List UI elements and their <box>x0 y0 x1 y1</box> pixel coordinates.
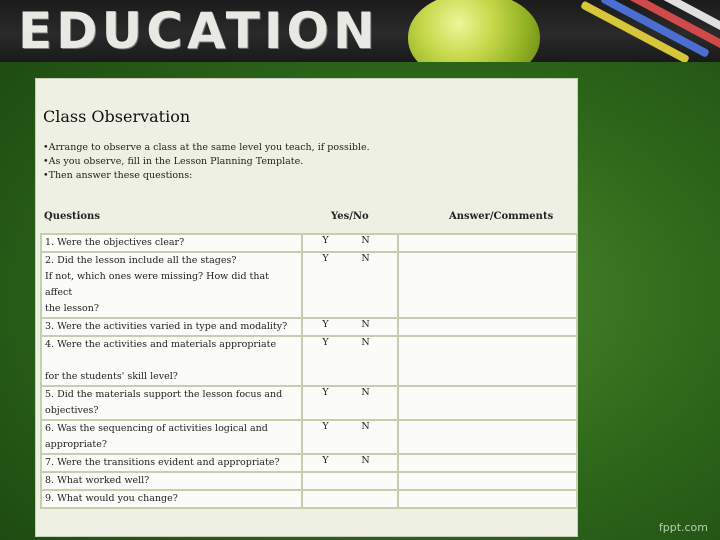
table-row <box>41 252 577 318</box>
question-text: the lesson? <box>45 303 99 314</box>
no-option[interactable]: N <box>361 421 370 432</box>
question-text: 1. Were the objectives clear? <box>45 237 185 248</box>
yes-option[interactable]: Y <box>322 421 329 432</box>
content-panel <box>35 78 578 537</box>
answer-cell[interactable] <box>398 490 577 508</box>
question-text: 5. Did the materials support the lesson focus and <box>45 389 283 400</box>
question-cell <box>41 318 302 336</box>
yes-option[interactable]: Y <box>322 319 329 330</box>
question-cell <box>41 472 302 490</box>
page-title: Class Observation <box>43 107 191 126</box>
no-option[interactable]: N <box>361 235 370 246</box>
no-option[interactable]: N <box>361 337 370 348</box>
pencils-image <box>572 0 720 62</box>
question-text: 7. Were the transitions evident and appropriate? <box>45 457 280 468</box>
yes-option[interactable]: Y <box>322 253 329 264</box>
answer-cell[interactable] <box>398 252 577 318</box>
yes-no-cell <box>302 454 399 472</box>
yes-no-cell <box>302 234 399 252</box>
table-row <box>41 420 577 454</box>
no-option[interactable]: N <box>361 253 370 264</box>
table-row <box>41 454 577 472</box>
question-text: for the students' skill level? <box>45 371 178 382</box>
question-text: If not, which ones were missing? How did that affect <box>45 271 269 298</box>
no-option[interactable]: N <box>361 387 370 398</box>
answer-cell[interactable] <box>398 234 577 252</box>
table-row <box>41 386 577 420</box>
header-yes-no: Yes/No <box>331 211 369 222</box>
table-row <box>41 318 577 336</box>
yes-no-cell <box>302 318 399 336</box>
table-body <box>41 234 577 508</box>
question-text: appropriate? <box>45 439 107 450</box>
question-text: 2. Did the lesson include all the stages? <box>45 255 237 266</box>
header-answer-comments: Answer/Comments <box>448 211 554 222</box>
yes-no-cell <box>302 336 399 386</box>
answer-cell[interactable] <box>398 472 577 490</box>
question-text <box>45 353 298 369</box>
banner-title: EDUCATION <box>18 2 379 60</box>
question-cell <box>41 420 302 454</box>
yes-option[interactable]: Y <box>322 337 329 348</box>
watermark: fppt.com <box>658 521 708 534</box>
instruction-item: •Arrange to observe a class at the same level you teach, if possible. <box>43 142 370 153</box>
question-cell <box>41 252 302 318</box>
table-row <box>41 490 577 508</box>
answer-cell[interactable] <box>398 420 577 454</box>
yes-no-cell <box>302 472 399 490</box>
question-text: objectives? <box>45 405 99 416</box>
question-text: 3. Were the activities varied in type and modality? <box>45 321 288 332</box>
no-option[interactable]: N <box>361 319 370 330</box>
question-text: 4. Were the activities and materials appropriate <box>45 339 277 350</box>
question-cell <box>41 454 302 472</box>
answer-cell[interactable] <box>398 386 577 420</box>
answer-cell[interactable] <box>398 454 577 472</box>
header-banner <box>0 0 720 62</box>
table-row <box>41 336 577 386</box>
yes-no-cell <box>302 386 399 420</box>
observation-table <box>40 209 578 509</box>
question-cell <box>41 336 302 386</box>
instruction-item: •As you observe, fill in the Lesson Planning Template. <box>43 156 304 167</box>
question-cell <box>41 386 302 420</box>
yes-no-cell <box>302 252 399 318</box>
question-cell <box>41 234 302 252</box>
no-option[interactable]: N <box>361 455 370 466</box>
table-row <box>41 234 577 252</box>
table-header-row <box>41 209 577 234</box>
question-text: 9. What would you change? <box>45 493 178 504</box>
table-row <box>41 472 577 490</box>
yes-option[interactable]: Y <box>322 455 329 466</box>
apple-image <box>408 0 540 62</box>
question-text: 8. What worked well? <box>45 475 150 486</box>
instructions-list <box>43 141 370 183</box>
question-text: 6. Was the sequencing of activities logical and <box>45 423 268 434</box>
answer-cell[interactable] <box>398 336 577 386</box>
yes-no-cell <box>302 490 399 508</box>
header-questions: Questions <box>44 211 100 222</box>
yes-option[interactable]: Y <box>322 235 329 246</box>
yes-option[interactable]: Y <box>322 387 329 398</box>
question-cell <box>41 490 302 508</box>
instruction-item: •Then answer these questions: <box>43 170 193 181</box>
yes-no-cell <box>302 420 399 454</box>
answer-cell[interactable] <box>398 318 577 336</box>
